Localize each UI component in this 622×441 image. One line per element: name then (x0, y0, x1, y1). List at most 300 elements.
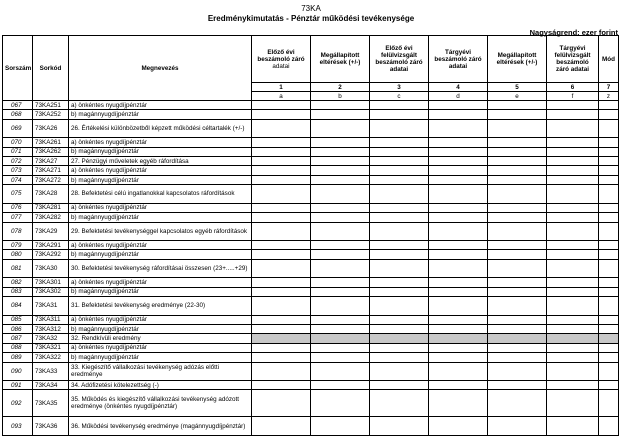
col-number: 6 (547, 83, 599, 92)
value-cell[interactable] (311, 334, 370, 343)
value-cell[interactable] (547, 147, 599, 156)
value-cell[interactable] (429, 110, 488, 119)
table-row (3, 175, 619, 184)
row-number: 075 (3, 185, 33, 204)
value-cell[interactable] (547, 213, 599, 222)
value-cell[interactable] (370, 157, 429, 166)
value-cell[interactable] (599, 287, 619, 296)
row-number: 093 (3, 417, 33, 436)
value-cell[interactable] (599, 362, 619, 381)
row-code: 73KA32 (33, 334, 69, 343)
value-cell[interactable] (311, 297, 370, 316)
value-cell[interactable] (547, 119, 599, 138)
value-cell[interactable] (429, 353, 488, 362)
value-cell[interactable] (252, 315, 311, 324)
value-cell[interactable] (599, 390, 619, 417)
value-cell[interactable] (252, 250, 311, 259)
value-cell[interactable] (429, 417, 488, 436)
value-cell[interactable] (370, 222, 429, 241)
value-cell[interactable] (429, 101, 488, 110)
table-row (3, 259, 619, 278)
table-row (3, 157, 619, 166)
row-label: b) magánnyugdíjpénztár (69, 147, 252, 156)
value-cell[interactable] (370, 213, 429, 222)
col-number: 2 (311, 83, 370, 92)
row-code: 73KA36 (33, 417, 69, 436)
row-code: 73KA35 (33, 390, 69, 417)
row-label: b) magánnyugdíjpénztár (69, 250, 252, 259)
value-cell[interactable] (311, 175, 370, 184)
value-cell[interactable] (370, 324, 429, 333)
value-cell[interactable] (429, 175, 488, 184)
table-row (3, 362, 619, 381)
value-cell[interactable] (252, 353, 311, 362)
value-cell[interactable] (429, 222, 488, 241)
value-cell[interactable] (599, 381, 619, 390)
row-label: 36. Működési tevékenység eredménye (magánnyugdíjpénztár) (69, 417, 252, 436)
value-cell[interactable] (311, 278, 370, 287)
row-code: 73KA261 (33, 138, 69, 147)
row-number: 073 (3, 166, 33, 175)
value-cell[interactable] (311, 213, 370, 222)
value-cell[interactable] (311, 241, 370, 250)
table-row (3, 185, 619, 204)
value-cell[interactable] (599, 101, 619, 110)
value-cell[interactable] (547, 185, 599, 204)
row-label: a) önkéntes nyugdíjpénztár (69, 278, 252, 287)
row-label: a) önkéntes nyugdíjpénztár (69, 343, 252, 352)
row-number: 088 (3, 343, 33, 352)
value-cell[interactable] (311, 166, 370, 175)
row-number: 083 (3, 287, 33, 296)
value-cell[interactable] (370, 110, 429, 119)
col-letter: a (252, 92, 311, 101)
table-row (3, 241, 619, 250)
value-cell[interactable] (252, 297, 311, 316)
value-cell[interactable] (370, 250, 429, 259)
value-cell[interactable] (488, 119, 547, 138)
table-row (3, 138, 619, 147)
value-cell[interactable] (370, 390, 429, 417)
value-cell[interactable] (599, 417, 619, 436)
value-cell[interactable] (488, 324, 547, 333)
value-cell[interactable] (599, 110, 619, 119)
value-cell[interactable] (252, 259, 311, 278)
value-cell[interactable] (311, 157, 370, 166)
row-code: 73KA311 (33, 315, 69, 324)
row-code: 73KA28 (33, 185, 69, 204)
row-label: 30. Befektetési tevékenység ráfordításai összesen (23+.....+29) (69, 259, 252, 278)
row-label: 34. Adófizetési kötelezettség (-) (69, 381, 252, 390)
value-cell[interactable] (547, 110, 599, 119)
row-number: 085 (3, 315, 33, 324)
value-cell[interactable] (370, 315, 429, 324)
value-cell[interactable] (429, 185, 488, 204)
value-cell[interactable] (370, 353, 429, 362)
value-cell[interactable] (429, 334, 488, 343)
value-cell[interactable] (311, 203, 370, 212)
value-cell[interactable] (488, 241, 547, 250)
value-cell[interactable] (370, 101, 429, 110)
value-cell[interactable] (488, 334, 547, 343)
value-cell[interactable] (311, 250, 370, 259)
value-cell[interactable] (370, 381, 429, 390)
value-cell[interactable] (370, 166, 429, 175)
value-cell[interactable] (429, 287, 488, 296)
table-row (3, 334, 619, 343)
value-cell[interactable] (429, 381, 488, 390)
row-code: 73KA251 (33, 101, 69, 110)
col-header-sorkod: Sorkód (33, 36, 69, 101)
value-cell[interactable] (252, 324, 311, 333)
value-cell[interactable] (547, 278, 599, 287)
value-cell[interactable] (311, 259, 370, 278)
col-header-megnevezes: Megnevezés (69, 36, 252, 101)
col-header-4: Tárgyévi beszámoló záró adatai (429, 36, 488, 83)
value-cell[interactable] (547, 157, 599, 166)
value-cell[interactable] (370, 417, 429, 436)
value-cell[interactable] (311, 315, 370, 324)
row-number: 076 (3, 203, 33, 212)
row-label: 28. Befektetési célú ingatlanokkal kapcsolatos ráfordítások (69, 185, 252, 204)
value-cell[interactable] (252, 287, 311, 296)
value-cell[interactable] (599, 157, 619, 166)
row-number: 068 (3, 110, 33, 119)
value-cell[interactable] (547, 222, 599, 241)
row-number: 092 (3, 390, 33, 417)
value-cell[interactable] (311, 110, 370, 119)
value-cell[interactable] (370, 287, 429, 296)
value-cell[interactable] (488, 157, 547, 166)
table-body (3, 101, 619, 436)
form-code: 73KA (301, 4, 321, 13)
value-cell[interactable] (599, 175, 619, 184)
row-code: 73KA281 (33, 203, 69, 212)
col-header-2: Megállapított eltérések (+/-) (311, 36, 370, 83)
col-header-7: Mód (599, 36, 619, 83)
col-number: 3 (370, 83, 429, 92)
col-header-3: Előző évi felülvizsgált beszámoló záró adatai (370, 36, 429, 83)
row-number: 086 (3, 324, 33, 333)
table-row (3, 110, 619, 119)
value-cell[interactable] (547, 250, 599, 259)
value-cell[interactable] (311, 353, 370, 362)
value-cell[interactable] (370, 185, 429, 204)
value-cell[interactable] (599, 147, 619, 156)
table-row (3, 250, 619, 259)
row-label: 27. Pénzügyi műveletek egyéb ráfordítása (69, 157, 252, 166)
value-cell[interactable] (547, 138, 599, 147)
value-cell[interactable] (547, 101, 599, 110)
value-cell[interactable] (252, 278, 311, 287)
value-cell[interactable] (547, 324, 599, 333)
value-cell[interactable] (599, 259, 619, 278)
value-cell[interactable] (599, 222, 619, 241)
row-number: 090 (3, 362, 33, 381)
value-cell[interactable] (311, 222, 370, 241)
value-cell[interactable] (599, 297, 619, 316)
row-code: 73KA252 (33, 110, 69, 119)
value-cell[interactable] (370, 362, 429, 381)
value-cell[interactable] (488, 297, 547, 316)
row-code: 73KA29 (33, 222, 69, 241)
value-cell[interactable] (599, 324, 619, 333)
value-cell[interactable] (429, 278, 488, 287)
row-label: a) önkéntes nyugdíjpénztár (69, 101, 252, 110)
table-row (3, 222, 619, 241)
value-cell[interactable] (252, 119, 311, 138)
col-letter: z (599, 92, 619, 101)
value-cell[interactable] (488, 110, 547, 119)
value-cell[interactable] (311, 417, 370, 436)
value-cell[interactable] (311, 287, 370, 296)
value-cell[interactable] (252, 222, 311, 241)
value-cell[interactable] (311, 362, 370, 381)
value-cell[interactable] (429, 362, 488, 381)
table-row (3, 390, 619, 417)
row-number: 080 (3, 250, 33, 259)
row-label: 33. Kiegészítő vállalkozási tevékenység adózás előtti eredménye (69, 362, 252, 381)
value-cell[interactable] (429, 213, 488, 222)
row-code: 73KA34 (33, 381, 69, 390)
value-cell[interactable] (599, 185, 619, 204)
value-cell[interactable] (488, 362, 547, 381)
value-cell[interactable] (599, 250, 619, 259)
value-cell[interactable] (488, 185, 547, 204)
value-cell[interactable] (488, 381, 547, 390)
col-letter: e (488, 92, 547, 101)
value-cell[interactable] (311, 343, 370, 352)
value-cell[interactable] (252, 110, 311, 119)
row-label: 31. Befektetési tevékenység eredménye (22-30) (69, 297, 252, 316)
value-cell[interactable] (488, 175, 547, 184)
row-number: 074 (3, 175, 33, 184)
value-cell[interactable] (311, 324, 370, 333)
row-code: 73KA272 (33, 175, 69, 184)
value-cell[interactable] (311, 138, 370, 147)
value-cell[interactable] (599, 203, 619, 212)
col-letter: c (370, 92, 429, 101)
row-label: 26. Értékelési különbözetből képzett működési céltartalék (+/-) (69, 119, 252, 138)
row-label: a) önkéntes nyugdíjpénztár (69, 203, 252, 212)
value-cell[interactable] (370, 334, 429, 343)
value-cell[interactable] (429, 203, 488, 212)
value-cell[interactable] (599, 353, 619, 362)
table-row (3, 278, 619, 287)
value-cell[interactable] (599, 166, 619, 175)
table-row (3, 297, 619, 316)
table-row (3, 381, 619, 390)
value-cell[interactable] (547, 203, 599, 212)
row-label: a) önkéntes nyugdíjpénztár (69, 315, 252, 324)
value-cell[interactable] (370, 259, 429, 278)
value-cell[interactable] (252, 138, 311, 147)
value-cell[interactable] (429, 390, 488, 417)
value-cell[interactable] (547, 259, 599, 278)
value-cell[interactable] (252, 157, 311, 166)
value-cell[interactable] (252, 147, 311, 156)
value-cell[interactable] (488, 203, 547, 212)
value-cell[interactable] (429, 343, 488, 352)
value-cell[interactable] (370, 297, 429, 316)
value-cell[interactable] (547, 297, 599, 316)
value-cell[interactable] (488, 250, 547, 259)
col-number: 5 (488, 83, 547, 92)
value-cell[interactable] (488, 417, 547, 436)
value-cell[interactable] (252, 185, 311, 204)
value-cell[interactable] (252, 241, 311, 250)
value-cell[interactable] (311, 101, 370, 110)
value-cell[interactable] (547, 334, 599, 343)
value-cell[interactable] (547, 353, 599, 362)
value-cell[interactable] (429, 157, 488, 166)
value-cell[interactable] (599, 241, 619, 250)
value-cell[interactable] (488, 101, 547, 110)
value-cell[interactable] (488, 138, 547, 147)
value-cell[interactable] (370, 138, 429, 147)
value-cell[interactable] (429, 138, 488, 147)
value-cell[interactable] (488, 390, 547, 417)
value-cell[interactable] (370, 203, 429, 212)
row-label: a) önkéntes nyugdíjpénztár (69, 166, 252, 175)
value-cell[interactable] (547, 175, 599, 184)
value-cell[interactable] (370, 175, 429, 184)
table-row (3, 287, 619, 296)
value-cell[interactable] (488, 222, 547, 241)
row-number: 089 (3, 353, 33, 362)
value-cell[interactable] (311, 381, 370, 390)
table-row (3, 353, 619, 362)
value-cell[interactable] (599, 213, 619, 222)
row-code: 73KA27 (33, 157, 69, 166)
value-cell[interactable] (429, 119, 488, 138)
value-cell[interactable] (488, 166, 547, 175)
value-cell[interactable] (252, 101, 311, 110)
value-cell[interactable] (370, 241, 429, 250)
value-cell[interactable] (429, 297, 488, 316)
value-cell[interactable] (252, 343, 311, 352)
row-code: 73KA322 (33, 353, 69, 362)
col-header-sorszam: Sorszám (3, 36, 33, 101)
row-label: b) magánnyugdíjpénztár (69, 353, 252, 362)
value-cell[interactable] (488, 147, 547, 156)
row-label: b) magánnyugdíjpénztár (69, 324, 252, 333)
value-cell[interactable] (547, 381, 599, 390)
value-cell[interactable] (547, 287, 599, 296)
value-cell[interactable] (370, 278, 429, 287)
value-cell[interactable] (599, 119, 619, 138)
col-number: 1 (252, 83, 311, 92)
value-cell[interactable] (252, 362, 311, 381)
row-number: 084 (3, 297, 33, 316)
row-code: 73KA282 (33, 213, 69, 222)
value-cell[interactable] (252, 381, 311, 390)
value-cell[interactable] (429, 147, 488, 156)
table-row (3, 203, 619, 212)
value-cell[interactable] (429, 250, 488, 259)
value-cell[interactable] (547, 343, 599, 352)
value-cell[interactable] (311, 147, 370, 156)
value-cell[interactable] (488, 213, 547, 222)
row-number: 078 (3, 222, 33, 241)
table-row (3, 101, 619, 110)
row-label: 29. Befektetési tevékenységgel kapcsolatos egyéb ráfordítások (69, 222, 252, 241)
value-cell[interactable] (429, 259, 488, 278)
col-header-1: Előző évi beszámoló záró adatai (252, 36, 311, 83)
value-cell[interactable] (547, 390, 599, 417)
value-cell[interactable] (252, 175, 311, 184)
value-cell[interactable] (429, 315, 488, 324)
value-cell[interactable] (370, 147, 429, 156)
value-cell[interactable] (311, 390, 370, 417)
row-number: 079 (3, 241, 33, 250)
report-table (2, 35, 619, 436)
value-cell[interactable] (488, 287, 547, 296)
value-cell[interactable] (252, 390, 311, 417)
value-cell[interactable] (599, 334, 619, 343)
value-cell[interactable] (599, 343, 619, 352)
table-row (3, 315, 619, 324)
value-cell[interactable] (488, 343, 547, 352)
row-label: b) magánnyugdíjpénztár (69, 110, 252, 119)
row-number: 071 (3, 147, 33, 156)
value-cell[interactable] (252, 417, 311, 436)
row-code: 73KA26 (33, 119, 69, 138)
col-letter: b (311, 92, 370, 101)
value-cell[interactable] (429, 166, 488, 175)
row-code: 73KA301 (33, 278, 69, 287)
value-cell[interactable] (252, 166, 311, 175)
col-letter: d (429, 92, 488, 101)
table-row (3, 213, 619, 222)
value-cell[interactable] (311, 119, 370, 138)
value-cell[interactable] (547, 362, 599, 381)
header-row (3, 36, 619, 83)
table-row (3, 343, 619, 352)
value-cell[interactable] (547, 166, 599, 175)
table-row (3, 166, 619, 175)
value-cell[interactable] (311, 185, 370, 204)
col-letter: f (547, 92, 599, 101)
value-cell[interactable] (252, 334, 311, 343)
value-cell[interactable] (547, 241, 599, 250)
value-cell[interactable] (599, 278, 619, 287)
row-label: b) magánnyugdíjpénztár (69, 213, 252, 222)
value-cell[interactable] (547, 417, 599, 436)
row-number: 081 (3, 259, 33, 278)
row-code: 73KA262 (33, 147, 69, 156)
value-cell[interactable] (547, 315, 599, 324)
value-cell[interactable] (429, 324, 488, 333)
row-label: b) magánnyugdíjpénztár (69, 175, 252, 184)
value-cell[interactable] (370, 119, 429, 138)
value-cell[interactable] (488, 259, 547, 278)
row-label: 35. Működés és kiegészítő vállalkozási tevékenység adózott eredménye (önkéntes nyugdíjpénztár) (69, 390, 252, 417)
value-cell[interactable] (488, 315, 547, 324)
row-number: 067 (3, 101, 33, 110)
row-code: 73KA291 (33, 241, 69, 250)
row-number: 082 (3, 278, 33, 287)
value-cell[interactable] (252, 203, 311, 212)
value-cell[interactable] (252, 213, 311, 222)
value-cell[interactable] (429, 241, 488, 250)
value-cell[interactable] (370, 343, 429, 352)
value-cell[interactable] (599, 138, 619, 147)
value-cell[interactable] (599, 315, 619, 324)
value-cell[interactable] (488, 278, 547, 287)
value-cell[interactable] (488, 353, 547, 362)
row-number: 070 (3, 138, 33, 147)
